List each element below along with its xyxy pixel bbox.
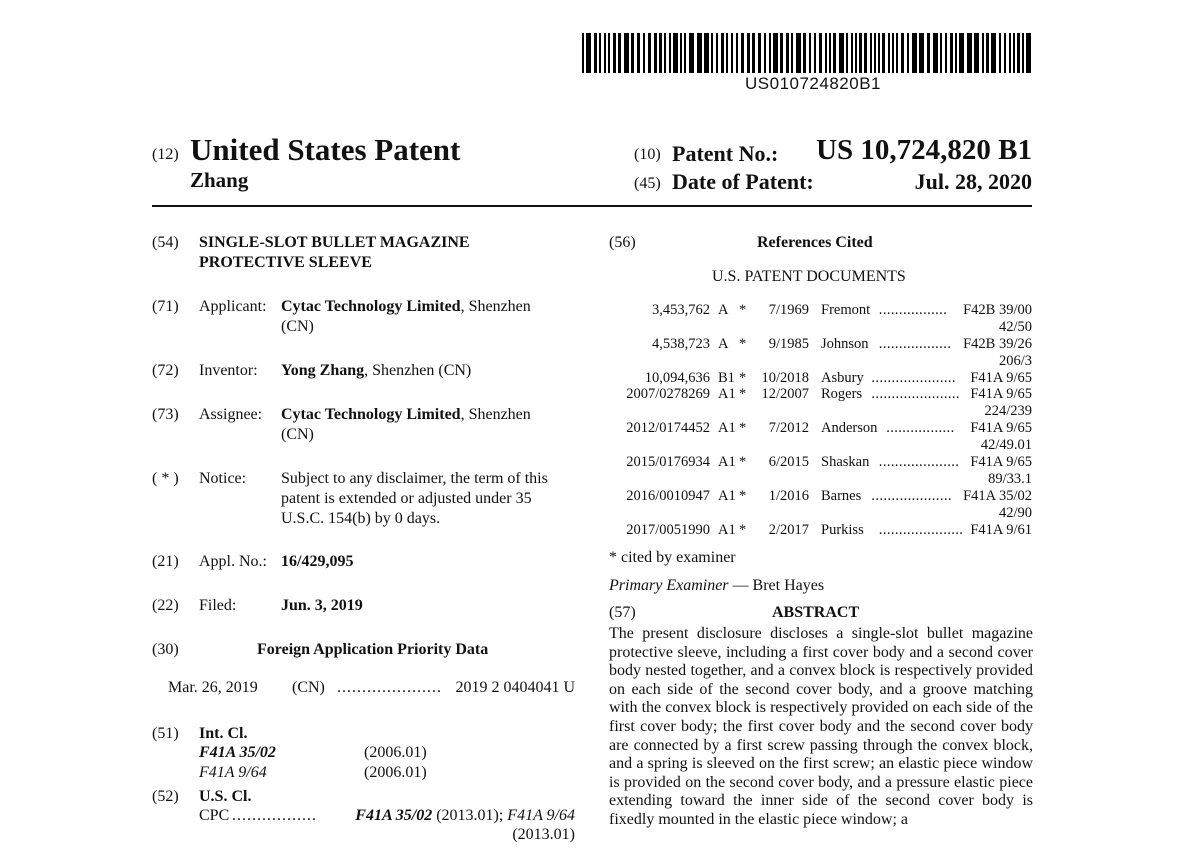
barcode-bar (664, 33, 666, 73)
barcode-bar (851, 33, 853, 73)
assignee-country: (CN) (281, 426, 314, 443)
ref-date: 2/2017 (768, 522, 809, 538)
barcode-bar (796, 33, 801, 73)
barcode-bar (859, 33, 862, 73)
barcode-bar (1009, 33, 1011, 73)
references-heading: References Cited (757, 234, 873, 251)
code-45: (45) (634, 175, 661, 192)
examiner-name: Bret Hayes (752, 577, 825, 594)
ref-star: * (739, 386, 747, 402)
barcode-bar (689, 33, 694, 73)
ref-date: 12/2007 (761, 386, 809, 402)
ref-number: 10,094,636 (644, 370, 710, 386)
foreign-number: 2019 2 0404041 U (455, 679, 575, 696)
barcode-bar (637, 33, 640, 73)
ref-star: * (739, 302, 747, 318)
ref-date: 1/2016 (768, 488, 809, 504)
barcode-bar (716, 33, 718, 73)
barcode-bar (833, 33, 836, 73)
barcode-bar (912, 33, 917, 73)
appl-label: Appl. No.: (199, 553, 267, 570)
ref-star: * (739, 522, 747, 538)
foreign-dots: ..................... (337, 679, 442, 696)
foreign-country: (CN) (292, 679, 325, 696)
abstract-text: The present disclosure discloses a single-slot bullet magazine protective sleeve, including a first cover body and a second cover body nested together, and a convex block is respectively provided on each side of the second cover body, and a groove matching with the convex block is respectively provided on each side of the first cover body; the first cover body and the second cover body are connected by a first screw passing through the convex block, and a spring is sleeved on the first screw; an elastic piece window is provided on the second cover body, and a pressure elastic piece extending toward the inner side of the second cover body is fixedly mounted in the elastic piece window; a (609, 625, 1033, 828)
ref-number: 2015/0176934 (626, 454, 710, 470)
barcode-bar (741, 33, 744, 73)
primary-examiner-label: Primary Examiner (609, 577, 729, 594)
ref-class: F41A 9/65 (970, 370, 1032, 386)
barcode-bar (680, 33, 682, 73)
barcode-bar (669, 33, 671, 73)
ref-kind: A1 (718, 522, 736, 538)
barcode-bar (654, 33, 657, 73)
barcode-bar (684, 33, 686, 73)
barcode-bar (773, 33, 778, 73)
barcode-bar (974, 33, 979, 73)
code-notice: ( * ) (152, 470, 179, 487)
barcode-bar (786, 33, 789, 73)
barcode-bar (814, 33, 816, 73)
filed-label: Filed: (199, 597, 237, 614)
barcode-bar (809, 33, 811, 73)
code-52: (52) (152, 788, 179, 805)
code-30: (30) (152, 641, 179, 658)
ref-kind: A1 (718, 454, 736, 470)
ref-name: Johnson (821, 336, 869, 352)
patent-date: Jul. 28, 2020 (914, 169, 1032, 194)
barcode-bar (870, 33, 872, 73)
barcode-bar (721, 33, 724, 73)
barcode-bar (874, 33, 876, 73)
us-patent-documents-heading: U.S. PATENT DOCUMENTS (712, 268, 906, 285)
barcode-bar (940, 33, 942, 73)
ref-name: Barnes (821, 488, 862, 504)
barcode-bar (896, 33, 898, 73)
code-10: (10) (634, 146, 661, 163)
barcode-bar (819, 33, 822, 73)
ref-kind: A1 (718, 386, 736, 402)
patent-number: US 10,724,820 B1 (816, 134, 1032, 166)
ref-dots: ..................... (871, 370, 956, 386)
notice-label: Notice: (199, 470, 247, 487)
notice-line-3: U.S.C. 154(b) by 0 days. (281, 510, 441, 527)
code-72: (72) (152, 362, 179, 379)
barcode-bar (1026, 33, 1031, 73)
barcode-bar (648, 33, 651, 73)
ref-number: 2012/0174452 (626, 420, 710, 436)
barcode-bar (986, 33, 989, 73)
barcode-bar (752, 33, 755, 73)
barcode-bar (599, 33, 601, 73)
barcode-bar (950, 33, 953, 73)
ref-subclass: 42/50 (998, 319, 1032, 335)
int-cl-version-1: (2006.01) (364, 744, 427, 761)
ref-subclass: 42/49.01 (980, 437, 1032, 453)
ref-star: * (739, 370, 747, 386)
barcode (582, 33, 1034, 73)
barcode-bar (726, 33, 728, 73)
barcode-bar (769, 33, 771, 73)
ref-kind: A (718, 302, 729, 318)
int-cl-class-1: F41A 35/02 (199, 744, 276, 761)
us-cl-label: U.S. Cl. (199, 788, 252, 805)
barcode-bar (780, 33, 783, 73)
cited-by-examiner-note: * cited by examiner (609, 549, 736, 566)
barcode-bar (803, 33, 806, 73)
code-73: (73) (152, 406, 179, 423)
ref-class: F41A 9/65 (970, 420, 1032, 436)
barcode-bar (919, 33, 924, 73)
barcode-bar (855, 33, 857, 73)
barcode-bar (901, 33, 904, 73)
barcode-bar (839, 33, 844, 73)
barcode-bar (959, 33, 964, 73)
header-rule (152, 205, 1032, 207)
barcode-bar (1013, 33, 1015, 73)
barcode-bar (892, 33, 894, 73)
barcode-bar (643, 33, 645, 73)
title-line-2: PROTECTIVE SLEEVE (199, 254, 372, 271)
inventor-place: , Shenzhen (CN) (364, 362, 472, 379)
ref-kind: A1 (718, 488, 736, 504)
ref-star: * (739, 336, 747, 352)
barcode-bar (864, 33, 867, 73)
code-56: (56) (609, 234, 636, 251)
applicant-place: , Shenzhen (460, 298, 531, 315)
ref-star: * (739, 454, 747, 470)
code-21: (21) (152, 553, 179, 570)
abstract-heading: ABSTRACT (772, 604, 860, 621)
applicant-label: Applicant: (199, 298, 267, 315)
barcode-bar (604, 33, 606, 73)
cpc-dots: ................. (232, 807, 317, 824)
ref-star: * (739, 488, 747, 504)
primary-examiner-line (609, 576, 824, 596)
ref-class: F41A 9/65 (970, 454, 1032, 470)
code-51: (51) (152, 725, 179, 742)
code-12: (12) (152, 146, 179, 163)
notice-line-2: patent is extended or adjusted under 35 (281, 490, 532, 507)
ref-dots: ..................... (878, 522, 964, 538)
applicant-country: (CN) (281, 318, 314, 335)
int-cl-version-2: (2006.01) (364, 764, 427, 781)
barcode-bar (882, 33, 885, 73)
barcode-bar (659, 33, 662, 73)
ref-name: Fremont (821, 302, 871, 318)
ref-class: F41A 9/61 (970, 522, 1032, 538)
barcode-bar (791, 33, 793, 73)
notice-line-1: Subject to any disclaimer, the term of this (281, 470, 548, 487)
document-type: United States Patent (190, 132, 461, 167)
barcode-bar (1004, 33, 1006, 73)
cpc-class-1: F41A 35/02 (355, 807, 433, 824)
barcode-bar (982, 33, 984, 73)
ref-dots: .................... (878, 454, 960, 470)
barcode-bar (594, 33, 597, 73)
inventor-surname: Zhang (190, 168, 249, 192)
barcode-bar (618, 33, 621, 73)
assignee-label: Assignee: (199, 406, 263, 423)
barcode-bar (829, 33, 831, 73)
barcode-bar (764, 33, 766, 73)
inventor-label: Inventor: (199, 362, 258, 379)
ref-name: Asbury (821, 370, 864, 386)
ref-star: * (739, 420, 747, 436)
barcode-bar (631, 33, 634, 73)
barcode-bar (704, 33, 709, 73)
ref-date: 10/2018 (761, 370, 809, 386)
date-label: Date of Patent: (672, 169, 814, 194)
barcode-bar (711, 33, 713, 73)
ref-subclass: 206/3 (998, 353, 1032, 369)
applicant-name: Cytac Technology Limited (281, 298, 461, 315)
int-cl-class-2: F41A 9/64 (199, 764, 267, 781)
ref-number: 2007/0278269 (626, 386, 710, 402)
inventor-name: Yong Zhang (281, 362, 365, 379)
foreign-date: Mar. 26, 2019 (168, 679, 258, 696)
ref-subclass: 89/33.1 (988, 471, 1032, 487)
assignee-name: Cytac Technology Limited (281, 406, 461, 423)
ref-date: 9/1985 (768, 336, 809, 352)
barcode-bar (945, 33, 947, 73)
barcode-bar (991, 33, 996, 73)
code-54: (54) (152, 234, 179, 251)
barcode-bar (731, 33, 733, 73)
cpc-version-2: (2013.01) (512, 826, 575, 843)
ref-number: 3,453,762 (652, 302, 710, 318)
cpc-class-2: F41A 9/64 (507, 807, 575, 824)
ref-number: 2016/0010947 (626, 488, 710, 504)
ref-subclass: 224/239 (984, 403, 1032, 419)
barcode-bar (736, 33, 738, 73)
barcode-bar (673, 33, 678, 73)
barcode-bar (907, 33, 909, 73)
code-22: (22) (152, 597, 179, 614)
foreign-priority-heading: Foreign Application Priority Data (257, 641, 489, 658)
cpc-version-1: (2013.01); (432, 807, 508, 824)
code-71: (71) (152, 298, 179, 315)
ref-dots: ...................... (871, 386, 960, 402)
barcode-bar (825, 33, 827, 73)
barcode-bar (888, 33, 890, 73)
barcode-bar (624, 33, 629, 73)
ref-dots: ................. (886, 420, 955, 436)
patent-no-label: Patent No.: (672, 141, 779, 166)
ref-kind: A (718, 336, 729, 352)
assignee-line-1 (281, 405, 531, 425)
ref-date: 7/1969 (768, 302, 809, 318)
barcode-bar (586, 33, 591, 73)
ref-number: 2017/0051990 (626, 522, 710, 538)
ref-class: F42B 39/00 (963, 302, 1032, 318)
inventor-line (281, 361, 471, 381)
ref-class: F41A 35/02 (963, 488, 1032, 504)
ref-kind: A1 (718, 420, 736, 436)
barcode-bar (1017, 33, 1020, 73)
barcode-bar (967, 33, 972, 73)
ref-date: 7/2012 (768, 420, 809, 436)
code-57: (57) (609, 604, 636, 621)
ref-date: 6/2015 (768, 454, 809, 470)
filed-date: Jun. 3, 2019 (281, 597, 363, 614)
int-cl-label: Int. Cl. (199, 725, 248, 742)
ref-class: F42B 39/26 (963, 336, 1032, 352)
barcode-bar (933, 33, 938, 73)
assignee-place: , Shenzhen (460, 406, 531, 423)
barcode-bar (927, 33, 930, 73)
ref-name: Anderson (821, 420, 878, 436)
ref-dots: ................. (878, 302, 948, 318)
examiner-dash: — (728, 577, 753, 594)
barcode-bar (878, 33, 880, 73)
ref-name: Purkiss (821, 522, 864, 538)
barcode-bar (608, 33, 610, 73)
barcode-bar (846, 33, 848, 73)
applicant-line-1 (281, 297, 531, 317)
barcode-bar (697, 33, 702, 73)
barcode-bar (999, 33, 1001, 73)
cpc-line-1 (355, 806, 575, 826)
barcode-bar (747, 33, 750, 73)
ref-subclass: 42/90 (998, 505, 1032, 521)
barcode-bar (1022, 33, 1024, 73)
barcode-bar (955, 33, 957, 73)
ref-name: Shaskan (821, 454, 870, 470)
appl-number: 16/429,095 (281, 553, 354, 570)
barcode-number: US010724820B1 (745, 74, 882, 93)
ref-class: F41A 9/65 (970, 386, 1032, 402)
barcode-bar (758, 33, 761, 73)
ref-name: Rogers (821, 386, 863, 402)
ref-kind: B1 (718, 370, 735, 386)
title-line-1: SINGLE-SLOT BULLET MAGAZINE (199, 234, 470, 251)
ref-dots: .................. (878, 336, 952, 352)
ref-dots: .................... (871, 488, 952, 504)
barcode-bar (613, 33, 616, 73)
barcode-bar (582, 33, 584, 73)
ref-number: 4,538,723 (652, 336, 710, 352)
cpc-label: CPC (199, 807, 230, 824)
